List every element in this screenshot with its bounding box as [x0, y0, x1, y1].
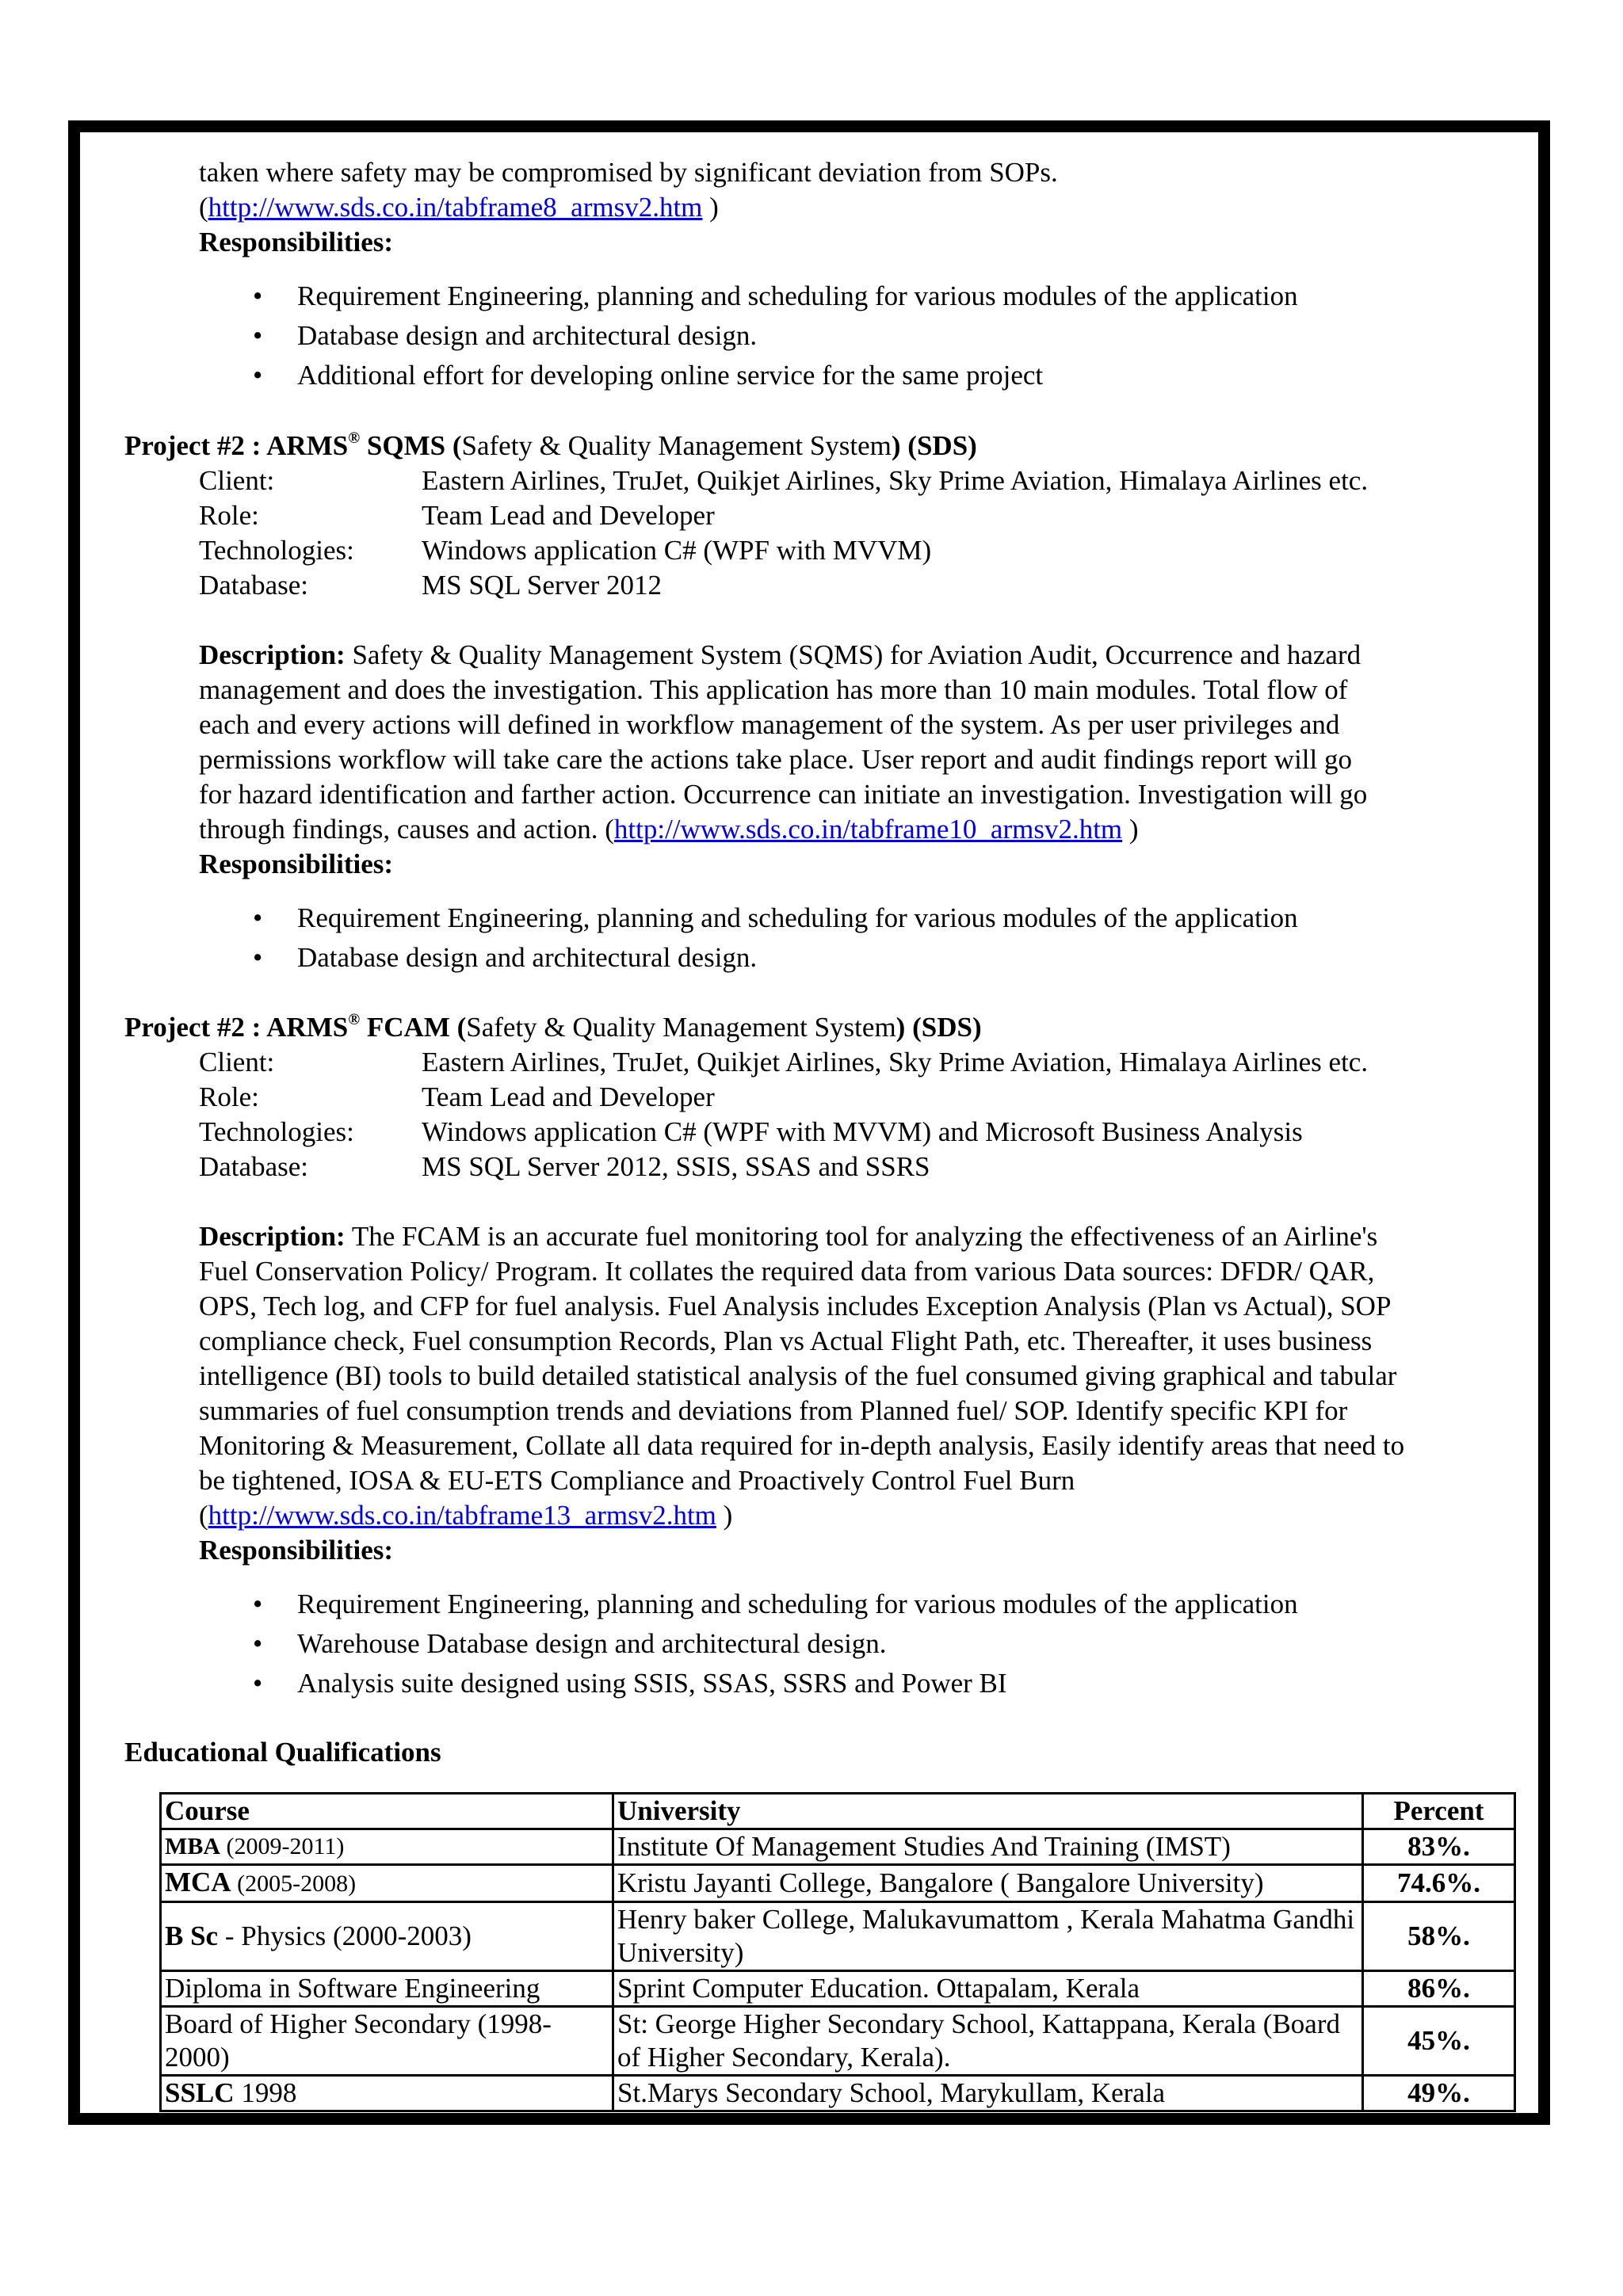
arms-v2-tabframe10-link[interactable]: http://www.sds.co.in/tabframe10_armsv2.htm — [613, 814, 1123, 845]
database-value: MS SQL Server 2012, SSIS, SSAS and SSRS — [422, 1151, 930, 1182]
client-value: Eastern Airlines, TruJet, Quikjet Airlines, Sky Prime Aviation, Himalaya Airlines etc. — [422, 1047, 1369, 1077]
project-sqms-title: Project #2 : ARMS® SQMS (Safety & Quality Management System) (SDS) — [124, 429, 977, 461]
university-cell: Institute Of Management Studies And Training (IMST) — [613, 1829, 1363, 1865]
bullet-icon: • — [253, 942, 263, 973]
bullet-icon: • — [253, 320, 263, 351]
list-item: • Database design and architectural design. — [297, 318, 757, 353]
table-row — [161, 1865, 1515, 1902]
description-line: intelligence (BI) tools to build detailed statistical analysis of the fuel consumed giving graphical and tabular — [199, 1360, 1397, 1391]
description-line: each and every actions will defined in workflow management of the system. As per user privileges and — [199, 709, 1340, 740]
database-label: Database: — [199, 1151, 308, 1182]
responsibilities-heading: Responsibilities: — [199, 849, 394, 879]
database-label: Database: — [199, 570, 308, 601]
university-cell: Kristu Jayanti College, Bangalore ( Bangalore University) — [613, 1865, 1363, 1902]
header-university: University — [613, 1794, 1363, 1829]
table-row — [161, 2076, 1515, 2111]
link-close-paren: ) — [702, 192, 719, 223]
percent-cell: 74.6%. — [1363, 1865, 1515, 1902]
database-value: MS SQL Server 2012 — [422, 570, 663, 601]
course-cell: MCA (2005-2008) — [161, 1865, 613, 1902]
table-row — [161, 2007, 1515, 2076]
percent-cell: 58%. — [1363, 1902, 1515, 1971]
table-row — [161, 1829, 1515, 1865]
client-label: Client: — [199, 465, 275, 496]
percent-cell: 86%. — [1363, 1971, 1515, 2007]
bullet-icon: • — [253, 902, 263, 933]
responsibilities-heading: Responsibilities: — [199, 1535, 394, 1566]
table-row — [161, 1902, 1515, 1971]
table-row — [161, 1971, 1515, 2007]
description-line: Description: The FCAM is an accurate fuel monitoring tool for analyzing the effectiveness of an Airline's — [199, 1221, 1378, 1252]
role-label: Role: — [199, 500, 259, 531]
course-cell: Diploma in Software Engineering — [161, 1971, 613, 2007]
description-line: Description: Safety & Quality Management System (SQMS) for Aviation Audit, Occurrence and hazard — [199, 639, 1361, 670]
intro-link-line — [199, 190, 719, 225]
percent-cell: 49%. — [1363, 2076, 1515, 2111]
list-item: • Requirement Engineering, planning and scheduling for various modules of the application — [297, 279, 1298, 314]
bullet-icon: • — [253, 1628, 263, 1659]
client-value: Eastern Airlines, TruJet, Quikjet Airlines, Sky Prime Aviation, Himalaya Airlines etc. — [422, 465, 1369, 496]
project-fcam-title: Project #2 : ARMS® FCAM (Safety & Quality Management System) (SDS) — [124, 1011, 982, 1043]
technologies-value: Windows application C# (WPF with MVVM) — [422, 535, 932, 566]
description-line: management and does the investigation. This application has more than 10 main modules. Total flow of — [199, 674, 1348, 705]
course-cell: MBA (2009-2011) — [161, 1829, 613, 1865]
bullet-icon: • — [253, 1668, 263, 1699]
role-value: Team Lead and Developer — [422, 1081, 715, 1112]
technologies-label: Technologies: — [199, 535, 354, 566]
list-item: • Database design and architectural design. — [297, 940, 757, 975]
table-header-row — [161, 1794, 1515, 1829]
description-line: Fuel Conservation Policy/ Program. It collates the required data from various Data sources: DFDR/ QAR, — [199, 1256, 1375, 1287]
course-cell: B Sc - Physics (2000-2003) — [161, 1902, 613, 1971]
list-item: • Analysis suite designed using SSIS, SSAS, SSRS and Power BI — [297, 1666, 1007, 1701]
header-percent: Percent — [1363, 1794, 1515, 1829]
list-item: • Warehouse Database design and architectural design. — [297, 1627, 887, 1661]
bullet-icon: • — [253, 1589, 263, 1619]
arms-v2-tabframe13-link[interactable]: http://www.sds.co.in/tabframe13_armsv2.htm — [208, 1500, 716, 1531]
university-cell: Henry baker College, Malukavumattom , Kerala Mahatma Gandhi University) — [613, 1902, 1363, 1971]
description-line: permissions workflow will take care the actions take place. User report and audit findings report will go — [199, 744, 1352, 775]
bullet-icon: • — [253, 280, 263, 311]
arms-v2-tabframe8-link[interactable]: http://www.sds.co.in/tabframe8_armsv2.htm — [208, 192, 703, 223]
intro-line: taken where safety may be compromised by significant deviation from SOPs. — [199, 157, 1058, 188]
percent-cell: 83%. — [1363, 1829, 1515, 1865]
bullet-icon: • — [253, 360, 263, 391]
technologies-label: Technologies: — [199, 1116, 354, 1147]
description-link-line: (http://www.sds.co.in/tabframe13_armsv2.htm ) — [199, 1500, 733, 1531]
list-item: • Requirement Engineering, planning and scheduling for various modules of the application — [297, 901, 1298, 936]
university-cell: St.Marys Secondary School, Marykullam, Kerala — [613, 2076, 1363, 2111]
role-label: Role: — [199, 1081, 259, 1112]
description-line: through findings, causes and action. (http://www.sds.co.in/tabframe10_armsv2.htm ) — [199, 814, 1139, 845]
list-item: • Additional effort for developing online service for the same project — [297, 358, 1043, 393]
course-cell: SSLC 1998 — [161, 2076, 613, 2111]
description-line: summaries of fuel consumption trends and deviations from Planned fuel/ SOP. Identify specific KPI for — [199, 1395, 1348, 1426]
list-item: • Requirement Engineering, planning and scheduling for various modules of the application — [297, 1587, 1298, 1622]
technologies-value: Windows application C# (WPF with MVVM) and Microsoft Business Analysis — [422, 1116, 1303, 1147]
percent-cell: 45%. — [1363, 2007, 1515, 2076]
responsibilities-heading: Responsibilities: — [199, 227, 394, 257]
description-line: be tightened, IOSA & EU-ETS Compliance and Proactively Control Fuel Burn — [199, 1465, 1075, 1496]
header-course: Course — [161, 1794, 613, 1829]
description-line: Monitoring & Measurement, Collate all data required for in-depth analysis, Easily identify areas that need to — [199, 1430, 1405, 1461]
role-value: Team Lead and Developer — [422, 500, 715, 531]
link-open-paren: ( — [199, 192, 208, 223]
description-line: OPS, Tech log, and CFP for fuel analysis. Fuel Analysis includes Exception Analysis (Plan vs Actual), SOP — [199, 1291, 1392, 1322]
education-heading: Educational Qualifications — [124, 1737, 441, 1768]
university-cell: Sprint Computer Education. Ottapalam, Kerala — [613, 1971, 1363, 2007]
description-line: for hazard identification and farther action. Occurrence can initiate an investigation. Investigation will go — [199, 779, 1368, 810]
university-cell: St: George Higher Secondary School, Kattappana, Kerala (Board of Higher Secondary, Kerala). — [613, 2007, 1363, 2076]
client-label: Client: — [199, 1047, 275, 1077]
education-table — [159, 1792, 1516, 2112]
course-cell: Board of Higher Secondary (1998-2000) — [161, 2007, 613, 2076]
description-line: compliance check, Fuel consumption Records, Plan vs Actual Flight Path, etc. Thereafter, it uses business — [199, 1325, 1373, 1356]
